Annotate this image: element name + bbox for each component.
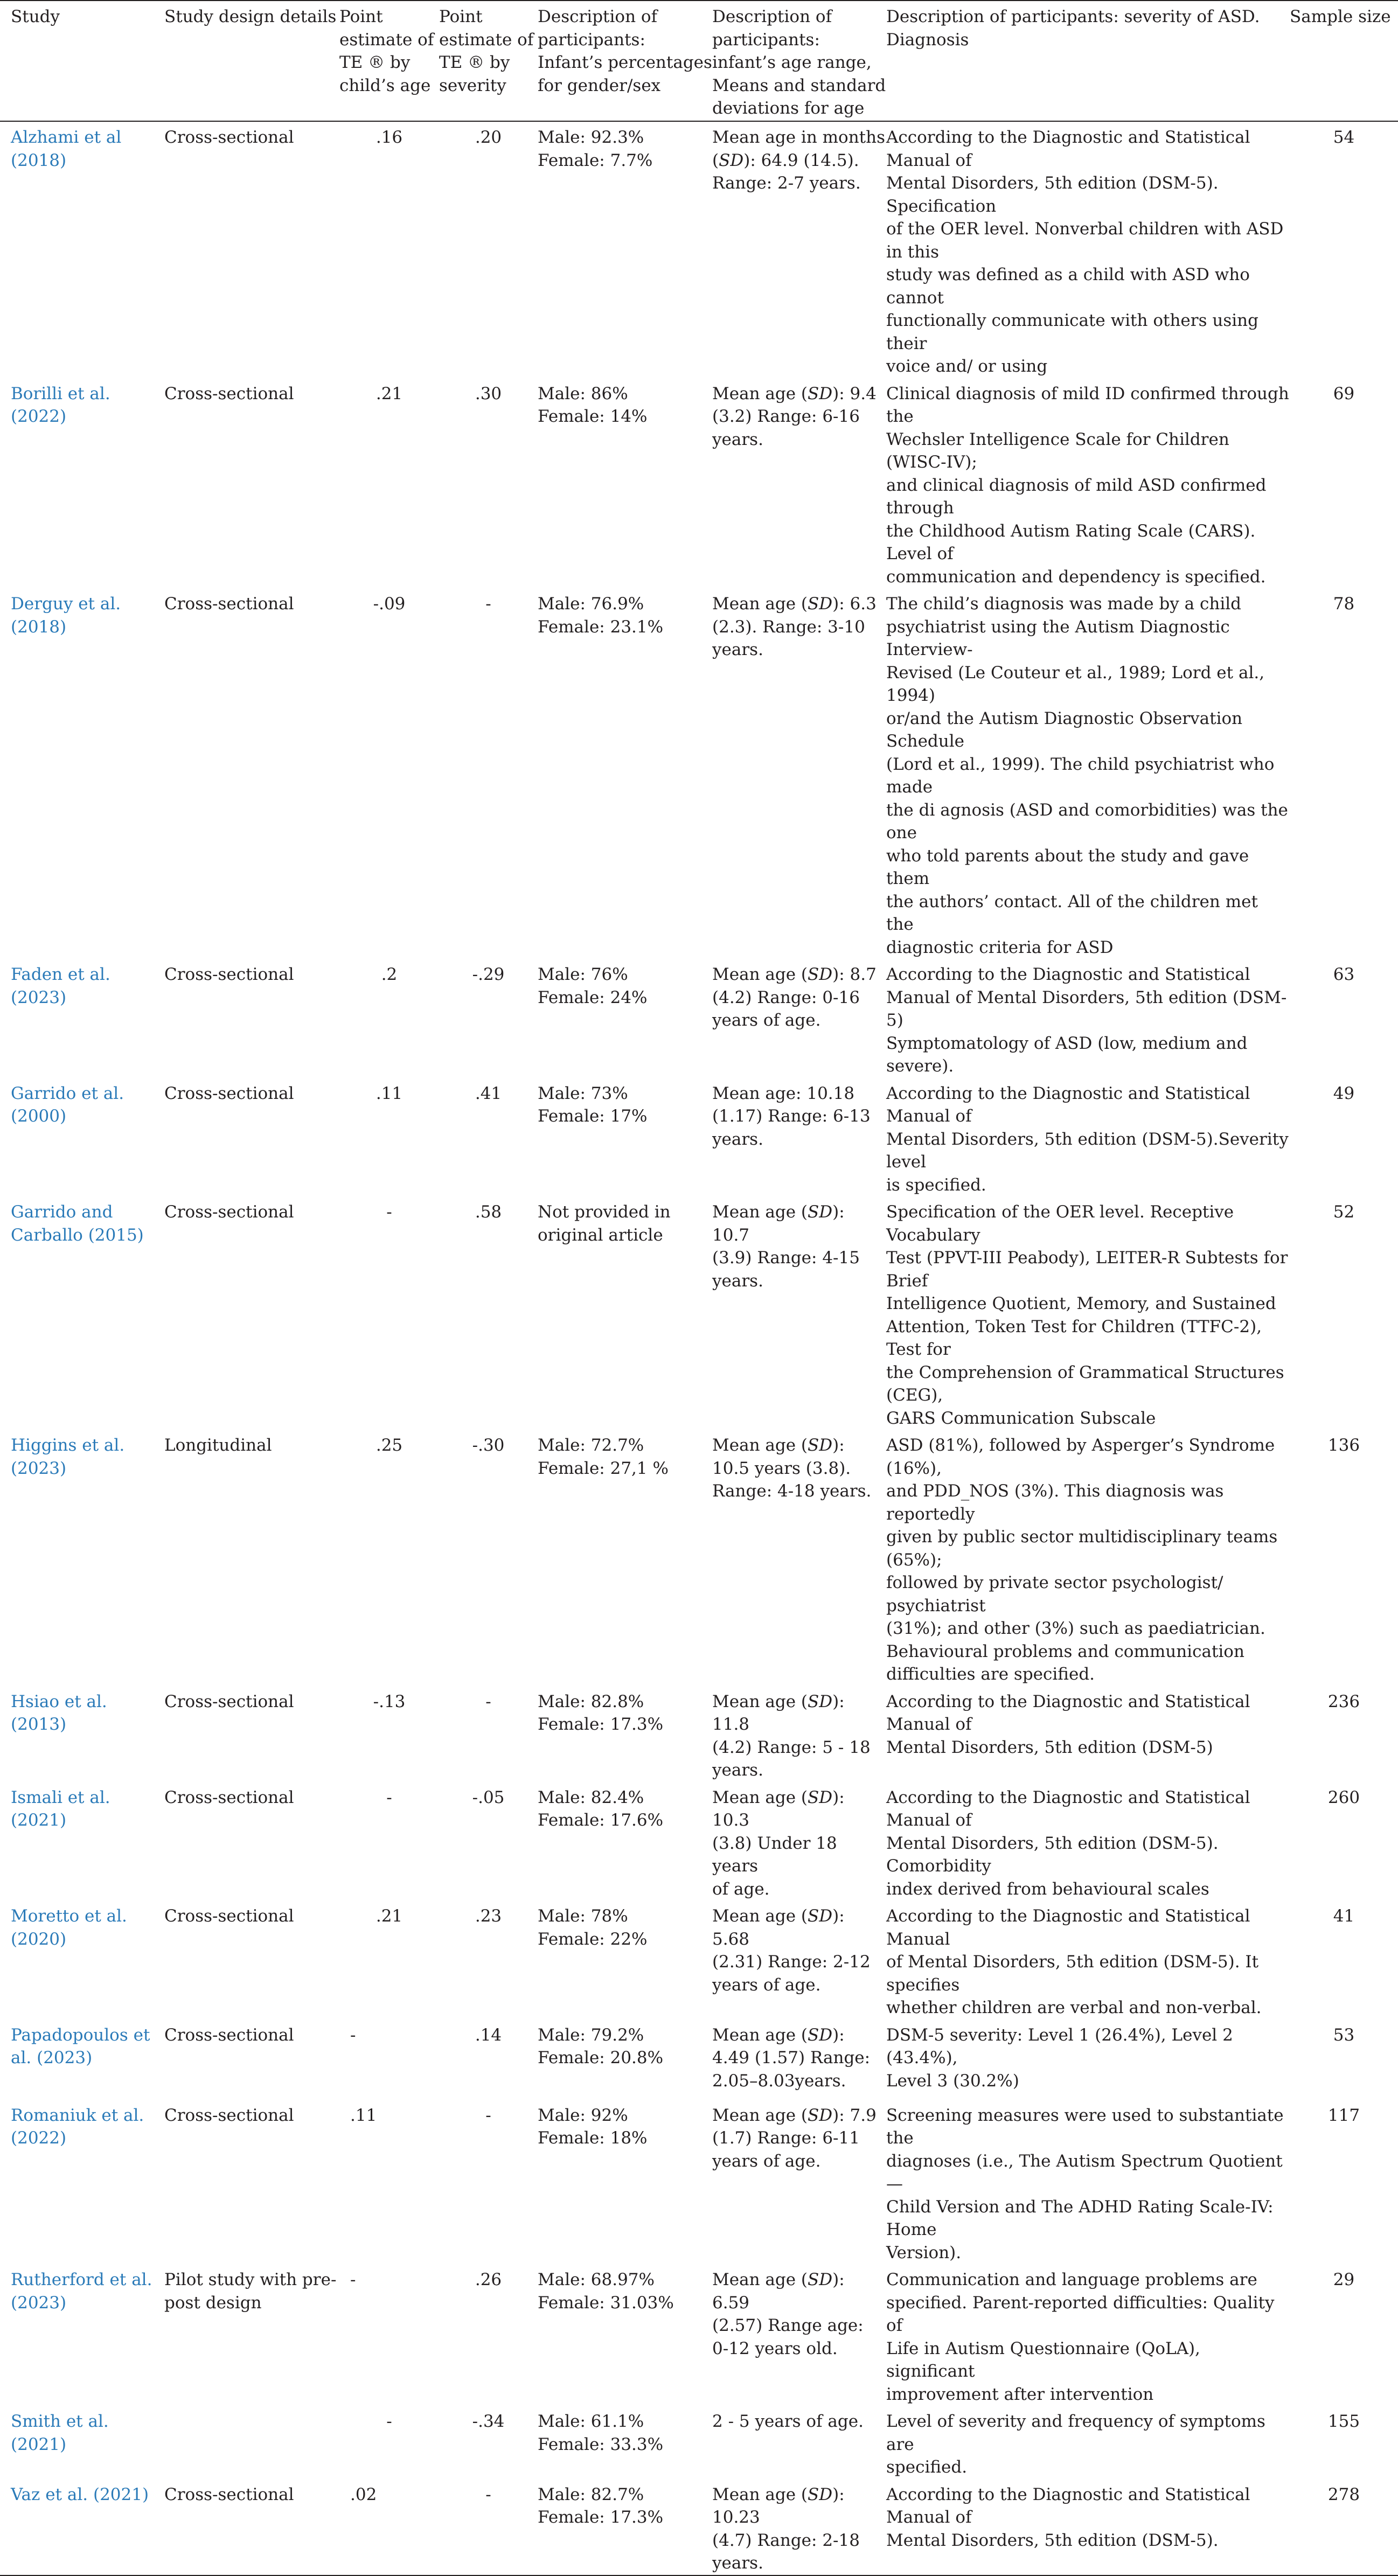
design-cell-text: Cross-sectional [164,1691,294,1711]
study-link[interactable]: Alzhami et al (2018) [11,128,122,170]
age-cell [712,1196,886,1430]
gender-cell-text: Male: 76.9% Female: 23.1% [538,594,664,637]
study-cell [0,378,164,589]
design-cell-text: Cross-sectional [164,2105,294,2125]
asd-cell [886,1078,1290,1197]
table-row [0,2020,1398,2100]
gender-cell-text: Male: 72.7% Female: 27,1 % [538,1436,669,1478]
age-cell [712,1078,886,1197]
te-age-cell [339,2020,439,2100]
gender-cell [538,959,712,1078]
sample-size-cell [1290,2479,1398,2575]
study-cell [0,1078,164,1197]
asd-cell-text: Clinical diagnosis of mild ID confirmed through the Wechsler Intelligence Scale for Children (WISC-IV); and clinical diagnosis of mild ASD confirmed through the Childhood Autism Rating Scale (CARS). Level of communication and dependency is specified. [886,384,1289,587]
gender-cell [538,1782,712,1901]
design-cell [164,1196,339,1430]
asd-cell-text: According to the Diagnostic and Statistical Manual of Mental Disorders, 5th edition (DSM-5). [886,2484,1250,2550]
design-cell [164,2406,339,2479]
asd-cell-text: ASD (81%), followed by Asperger’s Syndrome (16%), and PDD_NOS (3%). This diagnosis was reportedly given by public sector multidisciplinary teams (65%); followed by private sector psychologist/ psychiatrist (31%); and other (3%) such as paediatrician. Behavioural problems and communication difficulties are specified. [886,1436,1278,1684]
asd-cell-text: According to the Diagnostic and Statistical Manual of Mental Disorders, 5th edition (DSM-5). Specification of the OER level. Nonverbal children with ASD in this study was defined as a child with ASD who cannot functionally communicate with others using their voice and/ or using [886,128,1284,376]
age-cell [712,588,886,959]
te-severity-cell [439,2020,538,2100]
design-cell-text: Cross-sectional [164,594,294,614]
gender-cell-text: Male: 61.1% Female: 33.3% [538,2412,664,2454]
gender-cell [538,378,712,589]
study-cell [0,2406,164,2479]
age-cell-text: Mean age (SD): 7.9 (1.7) Range: 6-11 years of age. [712,2105,877,2171]
age-cell [712,1430,886,1686]
gender-cell-text: Male: 78% Female: 22% [538,1906,648,1949]
design-cell [164,1782,339,1901]
age-cell [712,1782,886,1901]
gender-cell-text: Male: 73% Female: 17% [538,1083,648,1126]
design-cell [164,2264,339,2406]
te-age-cell [339,588,439,959]
design-cell-text: Cross-sectional [164,965,294,984]
asd-cell-text: According to the Diagnostic and Statistical Manual of Mental Disorders, 5th edition (DSM-5) [886,1691,1250,1757]
study-cell [0,588,164,959]
te-age-cell [339,959,439,1078]
header-study: Study [0,1,164,121]
design-cell-text: Cross-sectional [164,1202,294,1222]
table-row [0,1782,1398,1901]
te-age-cell [339,1078,439,1197]
study-link[interactable]: Borilli et al. (2022) [11,384,110,426]
te-age-cell-text: .16 [375,128,403,147]
te-age-cell [339,1196,439,1430]
study-cell [0,959,164,1078]
te-age-cell-text: .02 [350,2484,377,2504]
design-cell [164,959,339,1078]
study-cell [0,1782,164,1901]
study-link[interactable]: Garrido et al. (2000) [11,1083,124,1126]
age-cell [712,2406,886,2479]
header-design: Study design details [164,1,339,121]
asd-cell [886,1686,1290,1782]
asd-cell-text: The child’s diagnosis was made by a child psychiatrist using the Autism Diagnostic Interview- Revised (Le Couteur et al., 1989; Lord et al., 1994) or/and the Autism Diagnostic Observation Schedule (Lord et al., 1999). The child psychiatrist who made the di agnosis (ASD and comorbidities) was the one who told parents about the study and gave them the authors’ contact. All of the children met the diagnostic criteria for ASD [886,594,1288,957]
sample-size-cell-text: 52 [1333,1202,1355,1222]
te-age-cell-text: .21 [375,384,403,403]
gender-cell [538,1078,712,1197]
te-severity-cell [439,1430,538,1686]
gender-cell [538,2264,712,2406]
design-cell [164,2100,339,2265]
te-age-cell-text: .11 [350,2105,377,2125]
te-severity-cell-text: .14 [475,2025,502,2045]
sample-size-cell-text: 278 [1327,2484,1360,2504]
sample-size-cell-text: 69 [1333,384,1355,403]
te-severity-cell [439,1196,538,1430]
gender-cell [538,1686,712,1782]
design-cell [164,378,339,589]
study-cell [0,1430,164,1686]
table-row [0,588,1398,959]
asd-cell-text: DSM-5 severity: Level 1 (26.4%), Level 2 (43.4%), Level 3 (30.2%) [886,2025,1233,2091]
te-severity-cell-text: -.05 [472,1787,505,1807]
te-severity-cell [439,2100,538,2265]
te-age-cell [339,1686,439,1782]
gender-cell-text: Male: 82.4% Female: 17.6% [538,1787,664,1830]
asd-cell [886,378,1290,589]
table-row [0,2479,1398,2575]
te-age-cell [339,2479,439,2575]
table-row [0,2100,1398,2265]
te-severity-cell-text: - [485,594,491,614]
study-link[interactable]: Faden et al. (2023) [11,965,110,1007]
age-cell-text: Mean age (SD): 10.3 (3.8) Under 18 years of age. [712,1787,845,1899]
te-severity-cell [439,1078,538,1197]
gender-cell [538,2020,712,2100]
sample-size-cell [1290,378,1398,589]
sample-size-cell [1290,1196,1398,1430]
design-cell-text: Cross-sectional [164,2025,294,2045]
age-cell [712,1900,886,2020]
asd-cell-text: Screening measures were used to substantiate the diagnoses (i.e., The Autism Spectrum Quotient— Child Version and The ADHD Rating Scale-IV: Home Version). [886,2105,1284,2262]
te-age-cell-text: .11 [375,1083,403,1103]
sample-size-cell [1290,1430,1398,1686]
age-cell-text: Mean age (SD): 5.68 (2.31) Range: 2-12 years of age. [712,1906,871,1995]
asd-cell [886,2020,1290,2100]
sample-size-cell-text: 117 [1327,2105,1360,2125]
asd-cell-text: According to the Diagnostic and Statistical Manual of Mental Disorders, 5th edition (DSM-5). It specifies whether children are verbal and non-verbal. [886,1906,1262,2017]
te-age-cell [339,2264,439,2406]
te-severity-cell-text: .23 [475,1906,502,1926]
te-age-cell [339,2406,439,2479]
te-age-cell-text: .21 [375,1906,403,1926]
design-cell [164,588,339,959]
te-severity-cell-text: .26 [475,2270,502,2289]
te-age-cell-text: .25 [375,1436,403,1455]
te-age-cell-text: - [350,2025,356,2045]
study-link[interactable]: Higgins et al. (2023) [11,1436,125,1478]
age-cell [712,2264,886,2406]
header-row [0,1,1398,121]
sample-size-cell-text: 29 [1333,2270,1355,2289]
gender-cell [538,2406,712,2479]
asd-cell [886,1430,1290,1686]
te-severity-cell [439,2264,538,2406]
study-link[interactable]: Derguy et al. (2018) [11,594,121,637]
asd-cell-text: Level of severity and frequency of symptoms are specified. [886,2412,1265,2477]
asd-cell-text: According to the Diagnostic and Statistical Manual of Mental Disorders, 5th edition (DSM-5) Symptomatology of ASD (low, medium and severe). [886,965,1287,1076]
design-cell-text: Cross-sectional [164,1787,294,1807]
design-cell [164,1686,339,1782]
te-age-cell-text: -.09 [373,594,406,614]
header-asd: Description of participants: severity of ASD. Diagnosis [886,1,1290,121]
sample-size-cell-text: 78 [1333,594,1355,614]
asd-cell [886,959,1290,1078]
te-age-cell-text: .2 [381,965,398,984]
gender-cell-text: Male: 79.2% Female: 20.8% [538,2025,664,2067]
te-age-cell [339,2100,439,2265]
sample-size-cell-text: 49 [1333,1083,1355,1103]
te-severity-cell [439,1686,538,1782]
asd-cell [886,2479,1290,2575]
age-cell [712,378,886,589]
sample-size-cell [1290,2264,1398,2406]
asd-cell [886,588,1290,959]
table-body [0,121,1398,2575]
gender-cell-text: Male: 68.97% Female: 31.03% [538,2270,674,2313]
gender-cell [538,1900,712,2020]
age-cell [712,959,886,1078]
asd-cell [886,1900,1290,2020]
sample-size-cell [1290,2100,1398,2265]
te-age-cell [339,121,439,378]
te-severity-cell [439,121,538,378]
study-link[interactable]: Smith et al. (2021) [11,2412,109,2454]
sample-size-cell-text: 53 [1333,2025,1355,2045]
te-severity-cell-text: - [485,1691,491,1711]
te-severity-cell-text: - [485,2105,491,2125]
sample-size-cell [1290,1686,1398,1782]
age-cell-text: Mean age (SD): 10.5 years (3.8). Range: 4-18 years. [712,1436,872,1501]
sample-size-cell [1290,1078,1398,1197]
te-severity-cell [439,588,538,959]
study-link[interactable]: Romaniuk et al. (2022) [11,2105,144,2148]
te-severity-cell-text: .41 [475,1083,502,1103]
study-cell [0,1900,164,2020]
te-severity-cell-text: - [485,2484,491,2504]
design-cell-text: Cross-sectional [164,2484,294,2504]
study-cell [0,2100,164,2265]
sample-size-cell [1290,121,1398,378]
table-row [0,1196,1398,1430]
header-te-age: Point estimate of TE ® by child’s age [339,1,439,121]
age-cell-text: Mean age in months (SD): 64.9 (14.5). Range: 2-7 years. [712,128,886,193]
sample-size-cell [1290,2406,1398,2479]
te-age-cell-text: - [350,2270,356,2289]
te-severity-cell-text: .58 [475,1202,502,1222]
study-cell [0,2264,164,2406]
asd-cell [886,121,1290,378]
sample-size-cell [1290,1900,1398,2020]
sample-size-cell [1290,959,1398,1078]
age-cell-text: Mean age (SD): 9.4 (3.2) Range: 6-16 years. [712,384,877,449]
design-cell-text: Cross-sectional [164,384,294,403]
age-cell-text: Mean age (SD): 6.3 (2.3). Range: 3-10 years. [712,594,877,659]
te-severity-cell [439,1900,538,2020]
te-severity-cell-text: .30 [475,384,502,403]
design-cell [164,2020,339,2100]
study-cell [0,1196,164,1430]
sample-size-cell-text: 236 [1327,1691,1360,1711]
te-severity-cell-text: -.29 [472,965,505,984]
te-age-cell [339,1900,439,2020]
gender-cell-text: Male: 86% Female: 14% [538,384,648,426]
gender-cell [538,1196,712,1430]
study-cell [0,2020,164,2100]
design-cell [164,2479,339,2575]
table-row [0,1686,1398,1782]
asd-cell-text: Specification of the OER level. Receptive Vocabulary Test (PPVT-III Peabody), LEITER-R Subtests for Brief Intelligence Quotient, Memory, and Sustained Attention, Token Test for Children (TTFC-2), Test for the Comprehension of Grammatical Structures (CEG), GARS Communication Subscale [886,1202,1288,1428]
asd-cell [886,1782,1290,1901]
gender-cell [538,121,712,378]
asd-cell-text: According to the Diagnostic and Statistical Manual of Mental Disorders, 5th edition (DSM-5).Severity level is specified. [886,1083,1289,1195]
gender-cell [538,2100,712,2265]
te-severity-cell [439,378,538,589]
table-row [0,121,1398,378]
age-cell-text: Mean age (SD): 6.59 (2.57) Range age: 0-12 years old. [712,2270,864,2358]
asd-cell-text: According to the Diagnostic and Statistical Manual of Mental Disorders, 5th edition (DSM-5). Comorbidity index derived from behavioural scales [886,1787,1250,1899]
table-row [0,1900,1398,2020]
age-cell [712,1686,886,1782]
age-cell-text: 2 - 5 years of age. [712,2412,864,2431]
table-row [0,959,1398,1078]
te-severity-cell-text: -.34 [472,2412,505,2431]
gender-cell [538,2479,712,2575]
design-cell-text: Longitudinal [164,1436,272,1455]
te-age-cell-text: - [386,1787,392,1807]
table-row [0,2264,1398,2406]
age-cell [712,2100,886,2265]
gender-cell [538,1430,712,1686]
sample-size-cell [1290,588,1398,959]
age-cell [712,2020,886,2100]
age-cell-text: Mean age (SD): 11.8 (4.2) Range: 5 - 18 years. [712,1691,871,1780]
design-cell-text: Cross-sectional [164,128,294,147]
sample-size-cell-text: 54 [1333,128,1355,147]
asd-cell [886,2406,1290,2479]
sample-size-cell-text: 41 [1333,1906,1355,1926]
design-cell-text: Pilot study with pre- post design [164,2270,337,2313]
te-age-cell-text: - [386,1202,392,1222]
study-link[interactable]: Ismali et al. (2021) [11,1787,110,1830]
header-sample: Sample size [1290,1,1398,121]
study-cell [0,2479,164,2575]
asd-cell [886,1196,1290,1430]
design-cell [164,121,339,378]
te-severity-cell [439,2406,538,2479]
design-cell [164,1078,339,1197]
design-cell-text: Cross-sectional [164,1906,294,1926]
te-age-cell [339,1782,439,1901]
design-cell-text: Cross-sectional [164,1083,294,1103]
study-link[interactable]: Hsiao et al. (2013) [11,1691,107,1734]
table-row [0,378,1398,589]
te-severity-cell [439,2479,538,2575]
study-link[interactable]: Moretto et al. (2020) [11,1906,127,1949]
gender-cell-text: Male: 92% Female: 18% [538,2105,648,2148]
gender-cell-text: Not provided in original article [538,1202,671,1245]
table-row [0,1430,1398,1686]
age-cell [712,121,886,378]
study-cell [0,1686,164,1782]
sample-size-cell-text: 63 [1333,965,1355,984]
te-age-cell [339,378,439,589]
gender-cell-text: Male: 82.7% Female: 17.3% [538,2484,664,2527]
te-age-cell-text: - [386,2412,392,2431]
age-cell [712,2479,886,2575]
sample-size-cell [1290,2020,1398,2100]
te-age-cell [339,1430,439,1686]
study-link[interactable]: Papadopoulos et al. (2023) [11,2025,150,2067]
study-cell [0,121,164,378]
header-age: Description of participants: infant’s age range, Means and standard deviations for age [712,1,886,121]
age-cell-text: Mean age (SD): 10.23 (4.7) Range: 2-18 years. [712,2484,860,2573]
gender-cell-text: Male: 92.3% Female: 7.7% [538,128,653,170]
gender-cell-text: Male: 82.8% Female: 17.3% [538,1691,664,1734]
age-cell-text: Mean age (SD): 8.7 (4.2) Range: 0-16 years of age. [712,965,877,1030]
study-link[interactable]: Garrido and Carballo (2015) [11,1202,144,1245]
sample-size-cell-text: 260 [1327,1787,1360,1807]
gender-cell-text: Male: 76% Female: 24% [538,965,648,1007]
header-te-severity: Point estimate of TE ® by severity [439,1,538,121]
gender-cell [538,588,712,959]
sample-size-cell [1290,1782,1398,1901]
age-cell-text: Mean age (SD): 10.7 (3.9) Range: 4-15 years. [712,1202,860,1291]
asd-cell [886,2264,1290,2406]
asd-cell [886,2100,1290,2265]
sample-size-cell-text: 136 [1327,1436,1360,1455]
design-cell [164,1900,339,2020]
header-gender: Description of participants: Infant’s percentages for gender/sex [538,1,712,121]
te-severity-cell [439,959,538,1078]
te-age-cell-text: -.13 [373,1691,406,1711]
age-cell-text: Mean age: 10.18 (1.17) Range: 6-13 years. [712,1083,871,1149]
te-severity-cell-text: -.30 [472,1436,505,1455]
sample-size-cell-text: 155 [1327,2412,1360,2431]
age-cell-text: Mean age (SD): 4.49 (1.57) Range: 2.05–8.03years. [712,2025,871,2091]
study-link[interactable]: Rutherford et al. (2023) [11,2270,152,2313]
table-row [0,2406,1398,2479]
study-link[interactable]: Vaz et al. (2021) [11,2484,149,2504]
te-severity-cell-text: .20 [475,128,502,147]
asd-cell-text: Communication and language problems are specified. Parent-reported difficulties: Quality of Life in Autism Questionnaire (QoLA), significant improvement after intervention [886,2270,1275,2404]
te-severity-cell [439,1782,538,1901]
table-row [0,1078,1398,1197]
design-cell [164,1430,339,1686]
